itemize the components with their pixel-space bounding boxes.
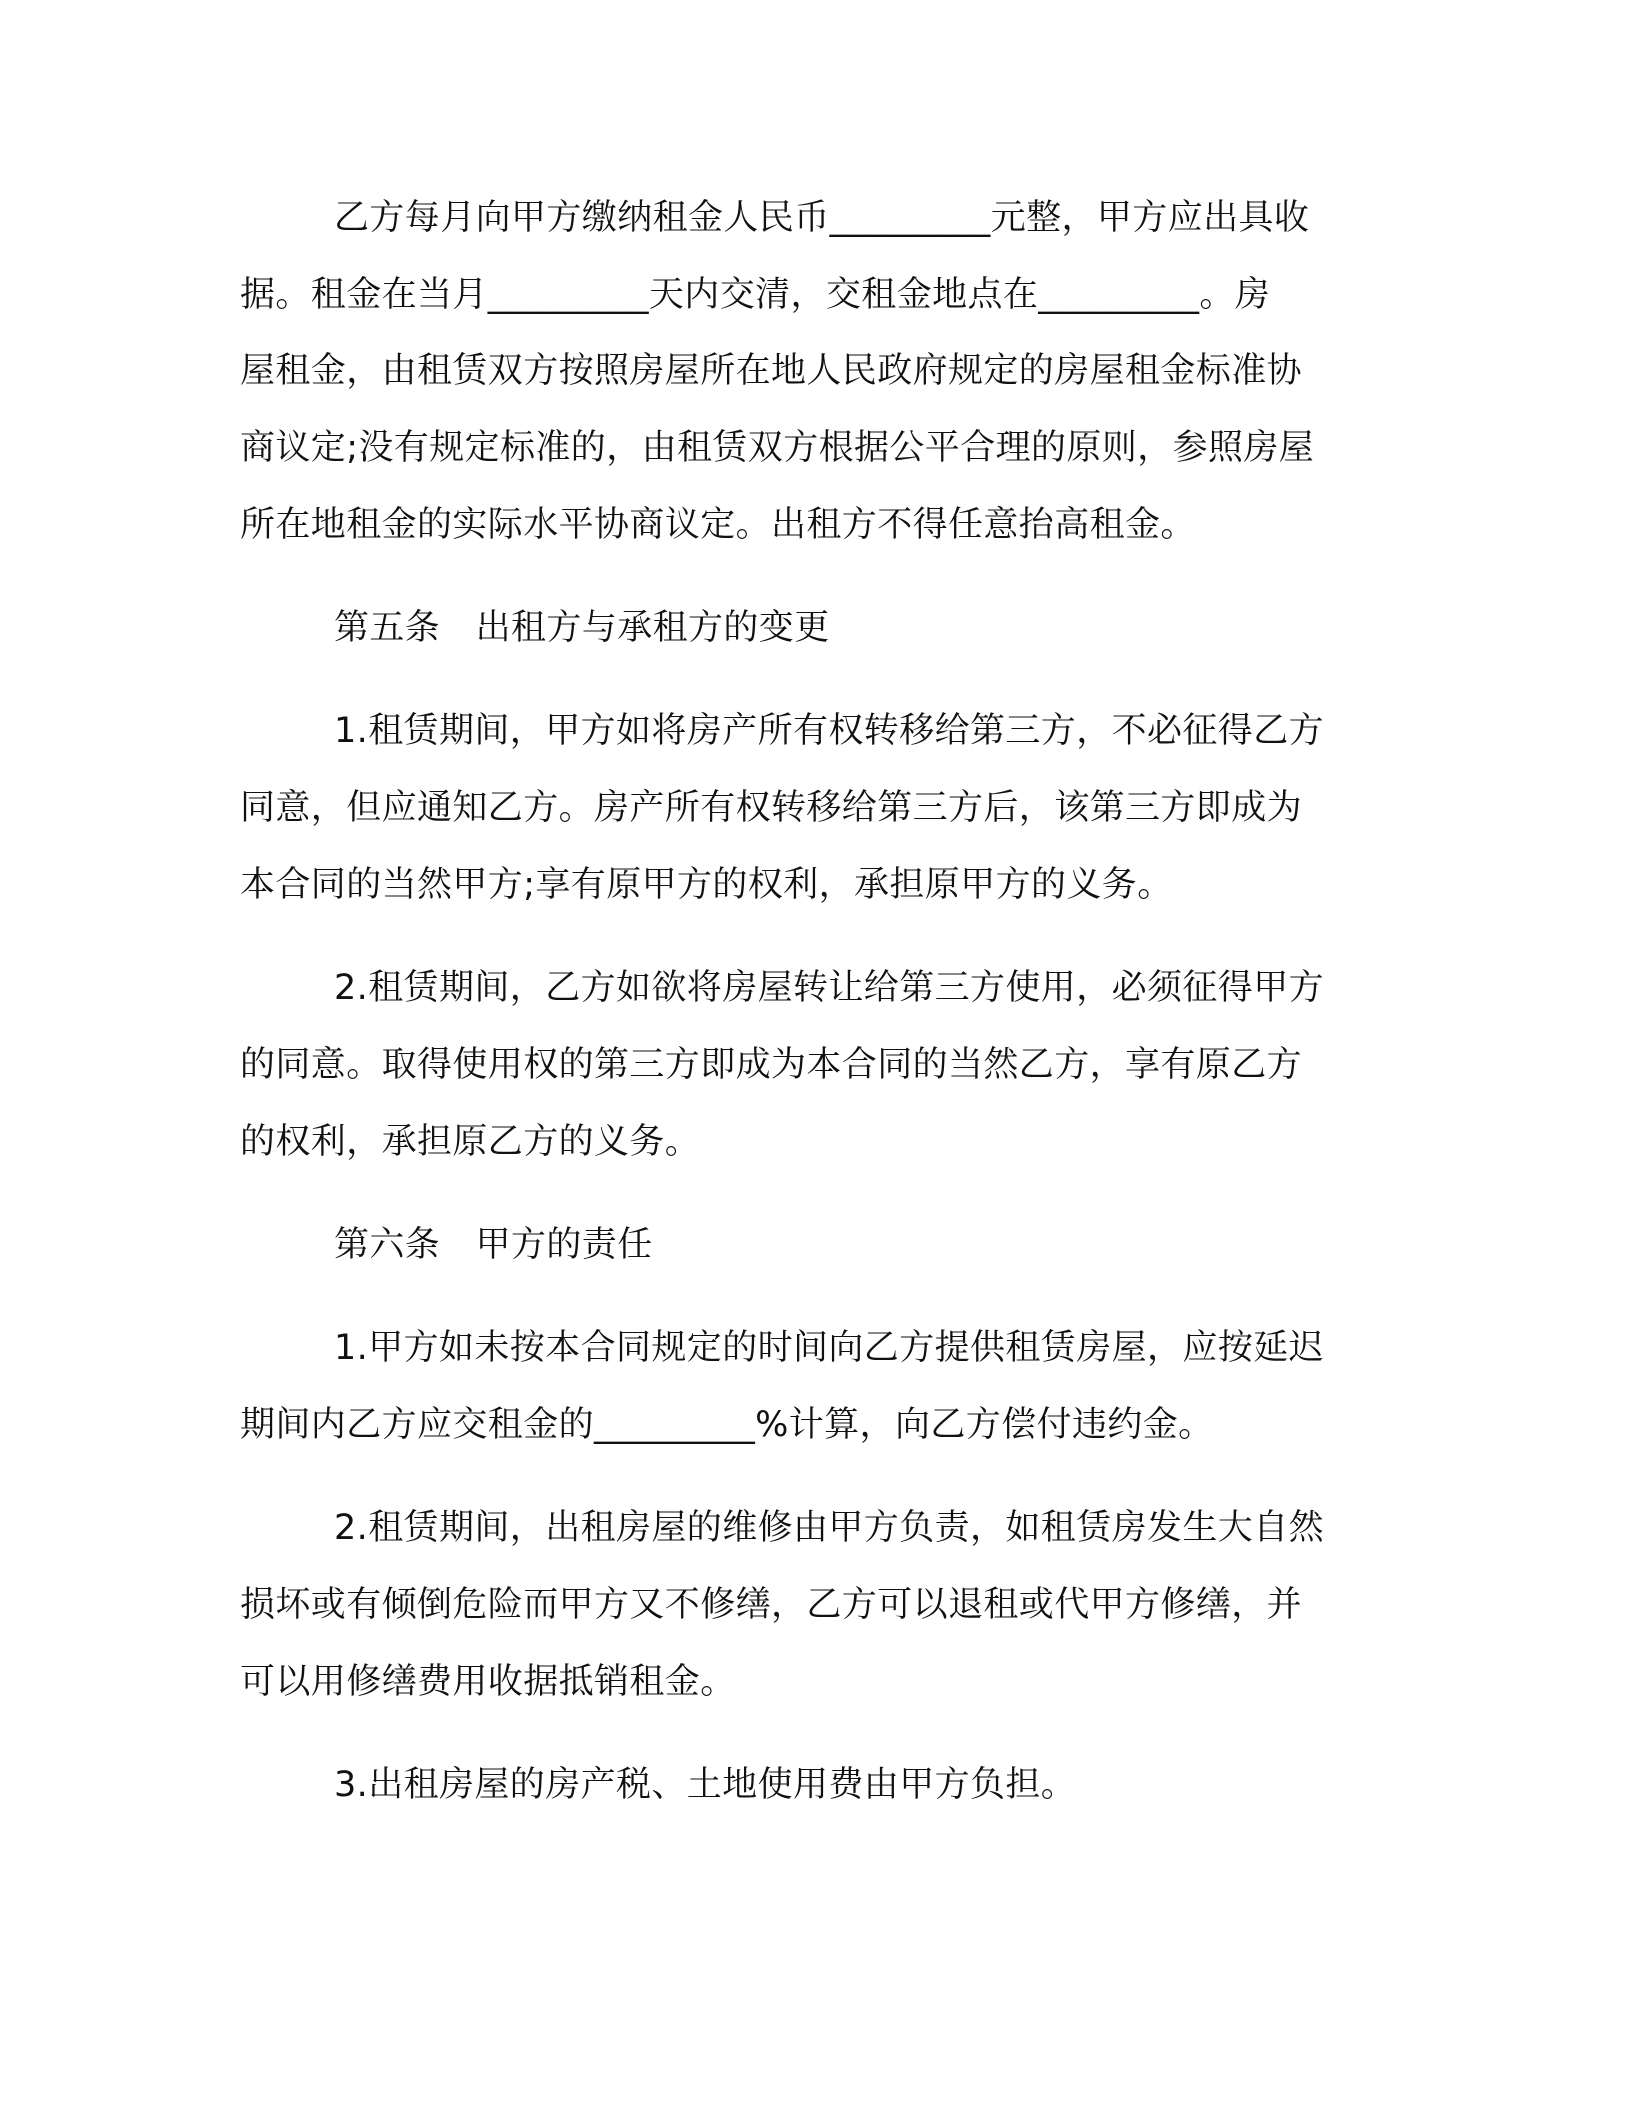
rent-payment-line-3: 屋租金，由租赁双方按照房屋所在地人民政府规定的房屋租金标准协 [240,351,1303,391]
article-6-item-2-line-2: 损坏或有倾倒危险而甲方又不修缮，乙方可以退租或代甲方修缮，并 [240,1585,1303,1625]
article-5-item-2-line-3: 的权利，承担原乙方的义务。 [240,1122,701,1162]
rent-payment-line-5: 所在地租金的实际水平协商议定。出租方不得任意抬高租金。 [240,505,1196,545]
article-5-item-2-line-1: 2.租赁期间，乙方如欲将房屋转让给第三方使用，必须征得甲方 [334,968,1324,1008]
article-6-item-3-line-1: 3.出租房屋的房产税、土地使用费由甲方负担。 [334,1765,1077,1805]
article-6-heading: 第六条 甲方的责任 [334,1225,653,1265]
rent-payment-line-1: 乙方每月向甲方缴纳租金人民币_________元整，甲方应出具收 [334,198,1310,238]
article-5-item-1-line-2: 同意，但应通知乙方。房产所有权转移给第三方后，该第三方即成为 [240,788,1303,828]
rent-payment-line-2: 据。租金在当月_________天内交清，交租金地点在_________。房 [240,275,1271,315]
article-5-item-1-line-3: 本合同的当然甲方;享有原甲方的权利，承担原甲方的义务。 [240,865,1173,905]
article-6-item-1-line-2: 期间内乙方应交租金的_________%计算，向乙方偿付违约金。 [240,1405,1214,1445]
article-6-item-2-line-3: 可以用修缮费用收据抵销租金。 [240,1662,736,1702]
article-5-item-2-line-2: 的同意。取得使用权的第三方即成为本合同的当然乙方，享有原乙方 [240,1045,1303,1085]
rent-payment-line-4: 商议定;没有规定标准的，由租赁双方根据公平合理的原则，参照房屋 [240,428,1315,468]
article-6-item-2-line-1: 2.租赁期间，出租房屋的维修由甲方负责，如租赁房发生大自然 [334,1508,1324,1548]
article-6-item-1-line-1: 1.甲方如未按本合同规定的时间向乙方提供租赁房屋，应按延迟 [334,1328,1324,1368]
article-5-heading: 第五条 出租方与承租方的变更 [334,608,830,648]
article-5-item-1-line-1: 1.租赁期间，甲方如将房产所有权转移给第三方，不必征得乙方 [334,711,1324,751]
